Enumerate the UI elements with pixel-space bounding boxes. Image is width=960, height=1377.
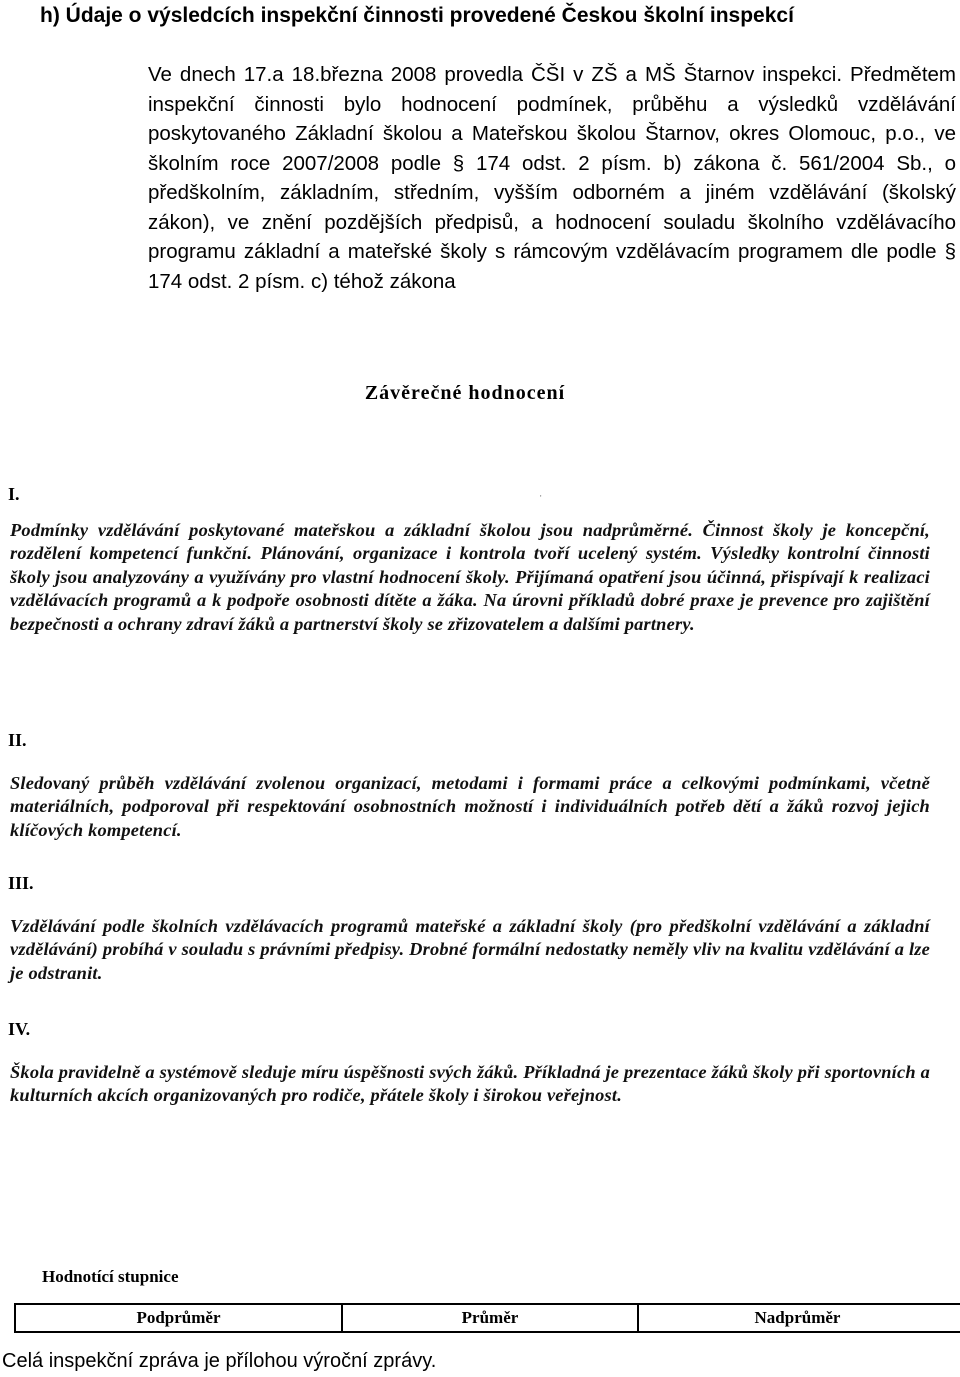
scan-mark: ' — [540, 494, 542, 503]
section-3-text: Vzdělávání podle školních vzdělávacích programů mateřské a základní školy (pro předškolní vzdělávání a základní vzdělávání) probíhá v souladu s právními předpisy. Drobné formální nedostatky neměly vliv na kvalitu vzdělávání a lze je odstranit. — [10, 916, 930, 983]
scale-level-average: Průměr — [461, 1308, 519, 1327]
section-4-text: Škola pravidelně a systémově sleduje míru úspěšnosti svých žáků. Příkladná je prezentace žáků školy při sportovních a kulturních akcích organizovaných pro rodiče, přátele školy i širokou veřejnost. — [10, 1062, 930, 1106]
section-3-number: III. — [8, 873, 34, 893]
rating-scale — [14, 1303, 960, 1333]
section-4-number: IV. — [8, 1019, 31, 1039]
section-1-number: I. — [8, 484, 20, 504]
footer-note: Celá inspekční zpráva je přílohou výroční zprávy. — [2, 1350, 437, 1372]
section-heading: h) Údaje o výsledcích inspekční činnosti provedené Českou školní inspekcí — [40, 4, 794, 27]
final-evaluation-title: Závěrečné hodnocení — [364, 382, 566, 404]
scale-level-above-average: Nadprůměr — [754, 1308, 841, 1327]
rating-scale-title: Hodnotící stupnice — [42, 1267, 179, 1286]
scale-level-below-average: Podprůměr — [136, 1308, 221, 1327]
section-2-text: Sledovaný průběh vzdělávání zvolenou organizací, metodami i formami práce a celkovými podmínkami, včetně materiálních, podporoval při respektování osobnostních možností i individuálních potřeb dětí a žáků rozvoj jejich klíčových kompetencí. — [10, 773, 930, 840]
intro-paragraph: Ve dnech 17.a 18.března 2008 provedla ČŠI v ZŠ a MŠ Štarnov inspekci. Předmětem inspekční činnosti bylo hodnocení podmínek, průběhu a výsledků vzdělávání poskytovaného Základní školou a Mateřskou školou Štarnov, okres Olomouc, p.o., ve školním roce 2007/2008 podle § 174 odst. 2 písm. b) zákona č. 561/2004 Sb., o předškolním, základním, středním, vyšším odborném a jiném vzdělávání (školský zákon), ve znění pozdějších předpisů, a hodnocení souladu školního vzdělávacího programu základní a mateřské školy s rámcovým vzdělávacím programem dle podle § 174 odst. 2 písm. c) téhož zákona — [148, 63, 956, 293]
section-1-text: Podmínky vzdělávání poskytované mateřskou a základní školou jsou nadprůměrné. Činnost školy je koncepční, rozdělení kompetencí funkční. Plánování, organizace i kontrola tvoří ucelený systém. Výsledky kontrolní činnosti školy jsou analyzovány a využívány pro vlastní hodnocení školy. Přijímaná opatření jsou účinná, přispívají k realizaci vzdělávacích programů a k podpoře osobnosti dítěte a žáka. Na úrovni příkladů dobré praxe je prevence pro zajištění bezpečnosti a ochrany zdraví žáků a partnerství školy se zřizovatelem a dalšími partnery. — [10, 520, 930, 634]
section-2-number: II. — [8, 730, 27, 750]
